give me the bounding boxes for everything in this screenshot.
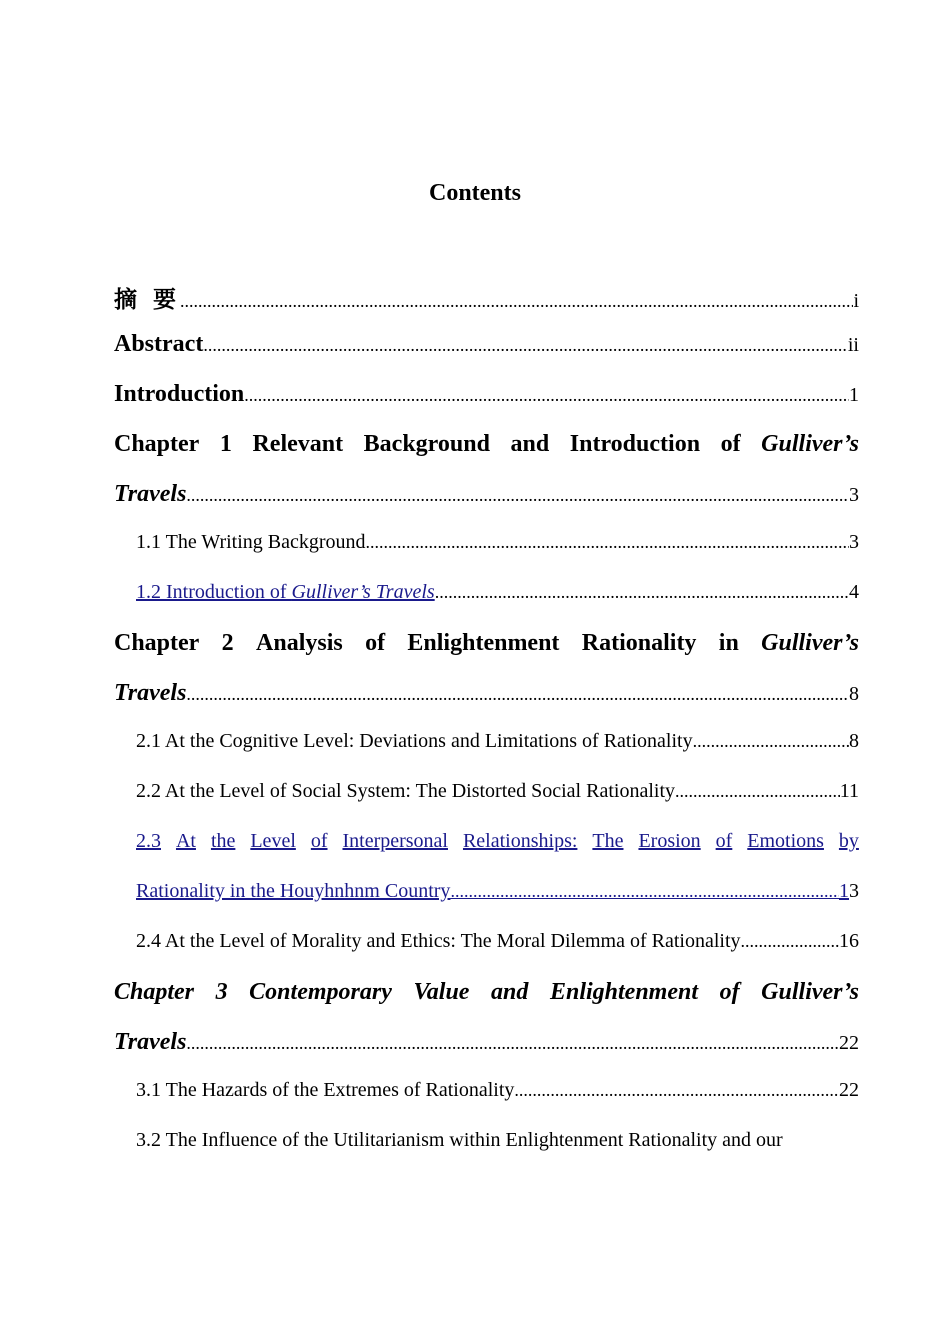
heading-word: Gulliver’s — [761, 431, 859, 457]
heading-word: in — [718, 630, 739, 656]
leader-dots — [244, 385, 849, 406]
leader-dots — [186, 684, 849, 705]
leader-dots — [693, 731, 849, 752]
heading-word: Chapter — [114, 431, 200, 457]
toc-entry-section-3-2[interactable] — [136, 1129, 859, 1159]
toc-entry-chapter-2-line-2[interactable] — [114, 680, 859, 710]
label-word: of — [310, 830, 328, 852]
leader-dots — [186, 485, 849, 506]
toc-entry-chapter-2-line-1[interactable] — [114, 630, 859, 660]
label-word: the — [210, 830, 236, 852]
toc-entry-section-2-2[interactable] — [136, 780, 859, 810]
heading-word: Chapter — [114, 979, 195, 1005]
toc-entry-section-3-1[interactable] — [136, 1079, 859, 1109]
heading-word: 2 — [221, 630, 234, 656]
toc-link-label[interactable] — [136, 581, 435, 604]
heading-word: and — [491, 979, 529, 1005]
label-word: At — [175, 830, 196, 852]
toc-label: 3.2 The Influence of the Utilitarianism within Enlightenment Rationality and our — [136, 1129, 783, 1151]
heading-word: Analysis — [256, 630, 343, 656]
toc-entry-section-2-4[interactable] — [136, 930, 859, 960]
label-word: The — [592, 830, 624, 852]
toc-label: Travels — [114, 481, 187, 507]
toc-entry-chapter-3-line-2[interactable] — [114, 1029, 859, 1059]
label-italic-title: Gulliver’s Travels — [291, 581, 435, 603]
label-word: Emotions — [747, 830, 824, 852]
page-number: 8 — [849, 730, 859, 752]
heading-word: Enlightenment — [549, 979, 699, 1005]
leader-dots — [186, 1033, 839, 1054]
heading-word: Enlightenment — [407, 630, 560, 656]
toc-label: 摘 要 — [114, 287, 181, 311]
toc-label: 3.1 The Hazards of the Extremes of Rationality — [136, 1079, 515, 1101]
page-number: 3 — [849, 880, 859, 902]
leader-dots — [741, 931, 839, 952]
leader-dots — [203, 335, 848, 356]
page-number: 11 — [839, 780, 859, 802]
heading-word: Value — [413, 979, 470, 1005]
label-word: Relationships: — [462, 830, 578, 852]
toc-entry-section-2-3-line-1[interactable] — [136, 830, 859, 860]
toc-link-label[interactable]: Rationality in the Houyhnhnm Country — [136, 880, 451, 902]
toc-label: 1.1 The Writing Background — [136, 531, 366, 553]
label-word: Interpersonal — [342, 830, 448, 852]
page-number-linked: 1 — [839, 880, 849, 902]
label-word: 2.3 — [136, 830, 161, 852]
heading-word: of — [365, 630, 386, 656]
toc-label: 2.2 At the Level of Social System: The Distorted Social Rationality — [136, 780, 675, 802]
label-word: of — [715, 830, 733, 852]
page-number: 3 — [849, 484, 859, 506]
leader-dots — [450, 881, 839, 902]
heading-word: Chapter — [114, 630, 200, 656]
leader-dots — [366, 532, 849, 553]
heading-word: 3 — [215, 979, 228, 1005]
page-title: Contents — [428, 180, 521, 206]
toc-entry-chapter-1-line-1[interactable] — [114, 431, 859, 461]
label-word: by — [838, 830, 859, 852]
leader-dots — [180, 291, 853, 311]
toc-label: 2.4 At the Level of Morality and Ethics: The Moral Dilemma of Rationality — [136, 930, 741, 952]
toc-entry-section-1-2[interactable] — [136, 581, 859, 611]
page-number: 22 — [839, 1079, 859, 1101]
heading-word: of — [719, 979, 740, 1005]
toc-entry-zhaiyao[interactable] — [114, 281, 859, 311]
toc-label: Travels — [114, 680, 187, 706]
page-number: i — [853, 290, 859, 311]
leader-dots — [514, 1080, 839, 1101]
toc-entry-abstract[interactable] — [114, 331, 859, 361]
heading-word: Contemporary — [249, 979, 392, 1005]
toc-entry-section-2-3-line-2[interactable] — [136, 880, 859, 910]
heading-word: Rationality — [581, 630, 697, 656]
heading-word: Background — [363, 431, 490, 457]
heading-word: Gulliver’s — [761, 979, 859, 1005]
page-number: 16 — [839, 930, 859, 952]
page-number: 3 — [849, 531, 859, 553]
label-text: 1.2 Introduction of — [136, 581, 292, 603]
toc-label: 2.1 At the Cognitive Level: Deviations and Limitations of Rationality — [136, 730, 693, 752]
toc-entry-chapter-1-line-2[interactable] — [114, 481, 859, 511]
heading-word: Introduction — [569, 431, 701, 457]
heading-word: and — [510, 431, 550, 457]
label-word: Erosion — [638, 830, 701, 852]
page-number: ii — [847, 334, 859, 356]
leader-dots — [435, 582, 849, 603]
leader-dots — [675, 781, 840, 802]
heading-word: of — [720, 431, 741, 457]
toc-label: Introduction — [114, 381, 245, 407]
toc-entry-section-1-1[interactable] — [136, 531, 859, 561]
page-number: 22 — [839, 1032, 859, 1054]
heading-word: Relevant — [252, 431, 344, 457]
page-number: 1 — [849, 384, 859, 406]
toc-label: Travels — [114, 1029, 187, 1055]
toc-entry-section-2-1[interactable] — [136, 730, 859, 760]
heading-word: 1 — [219, 431, 232, 457]
page-number: 4 — [849, 581, 859, 603]
page-number: 8 — [849, 683, 859, 705]
toc-entry-introduction[interactable] — [114, 381, 859, 411]
heading-word: Gulliver’s — [761, 630, 859, 656]
toc-entry-chapter-3-line-1[interactable] — [114, 979, 859, 1009]
toc-label: Abstract — [114, 331, 204, 357]
label-word: Level — [250, 830, 296, 852]
